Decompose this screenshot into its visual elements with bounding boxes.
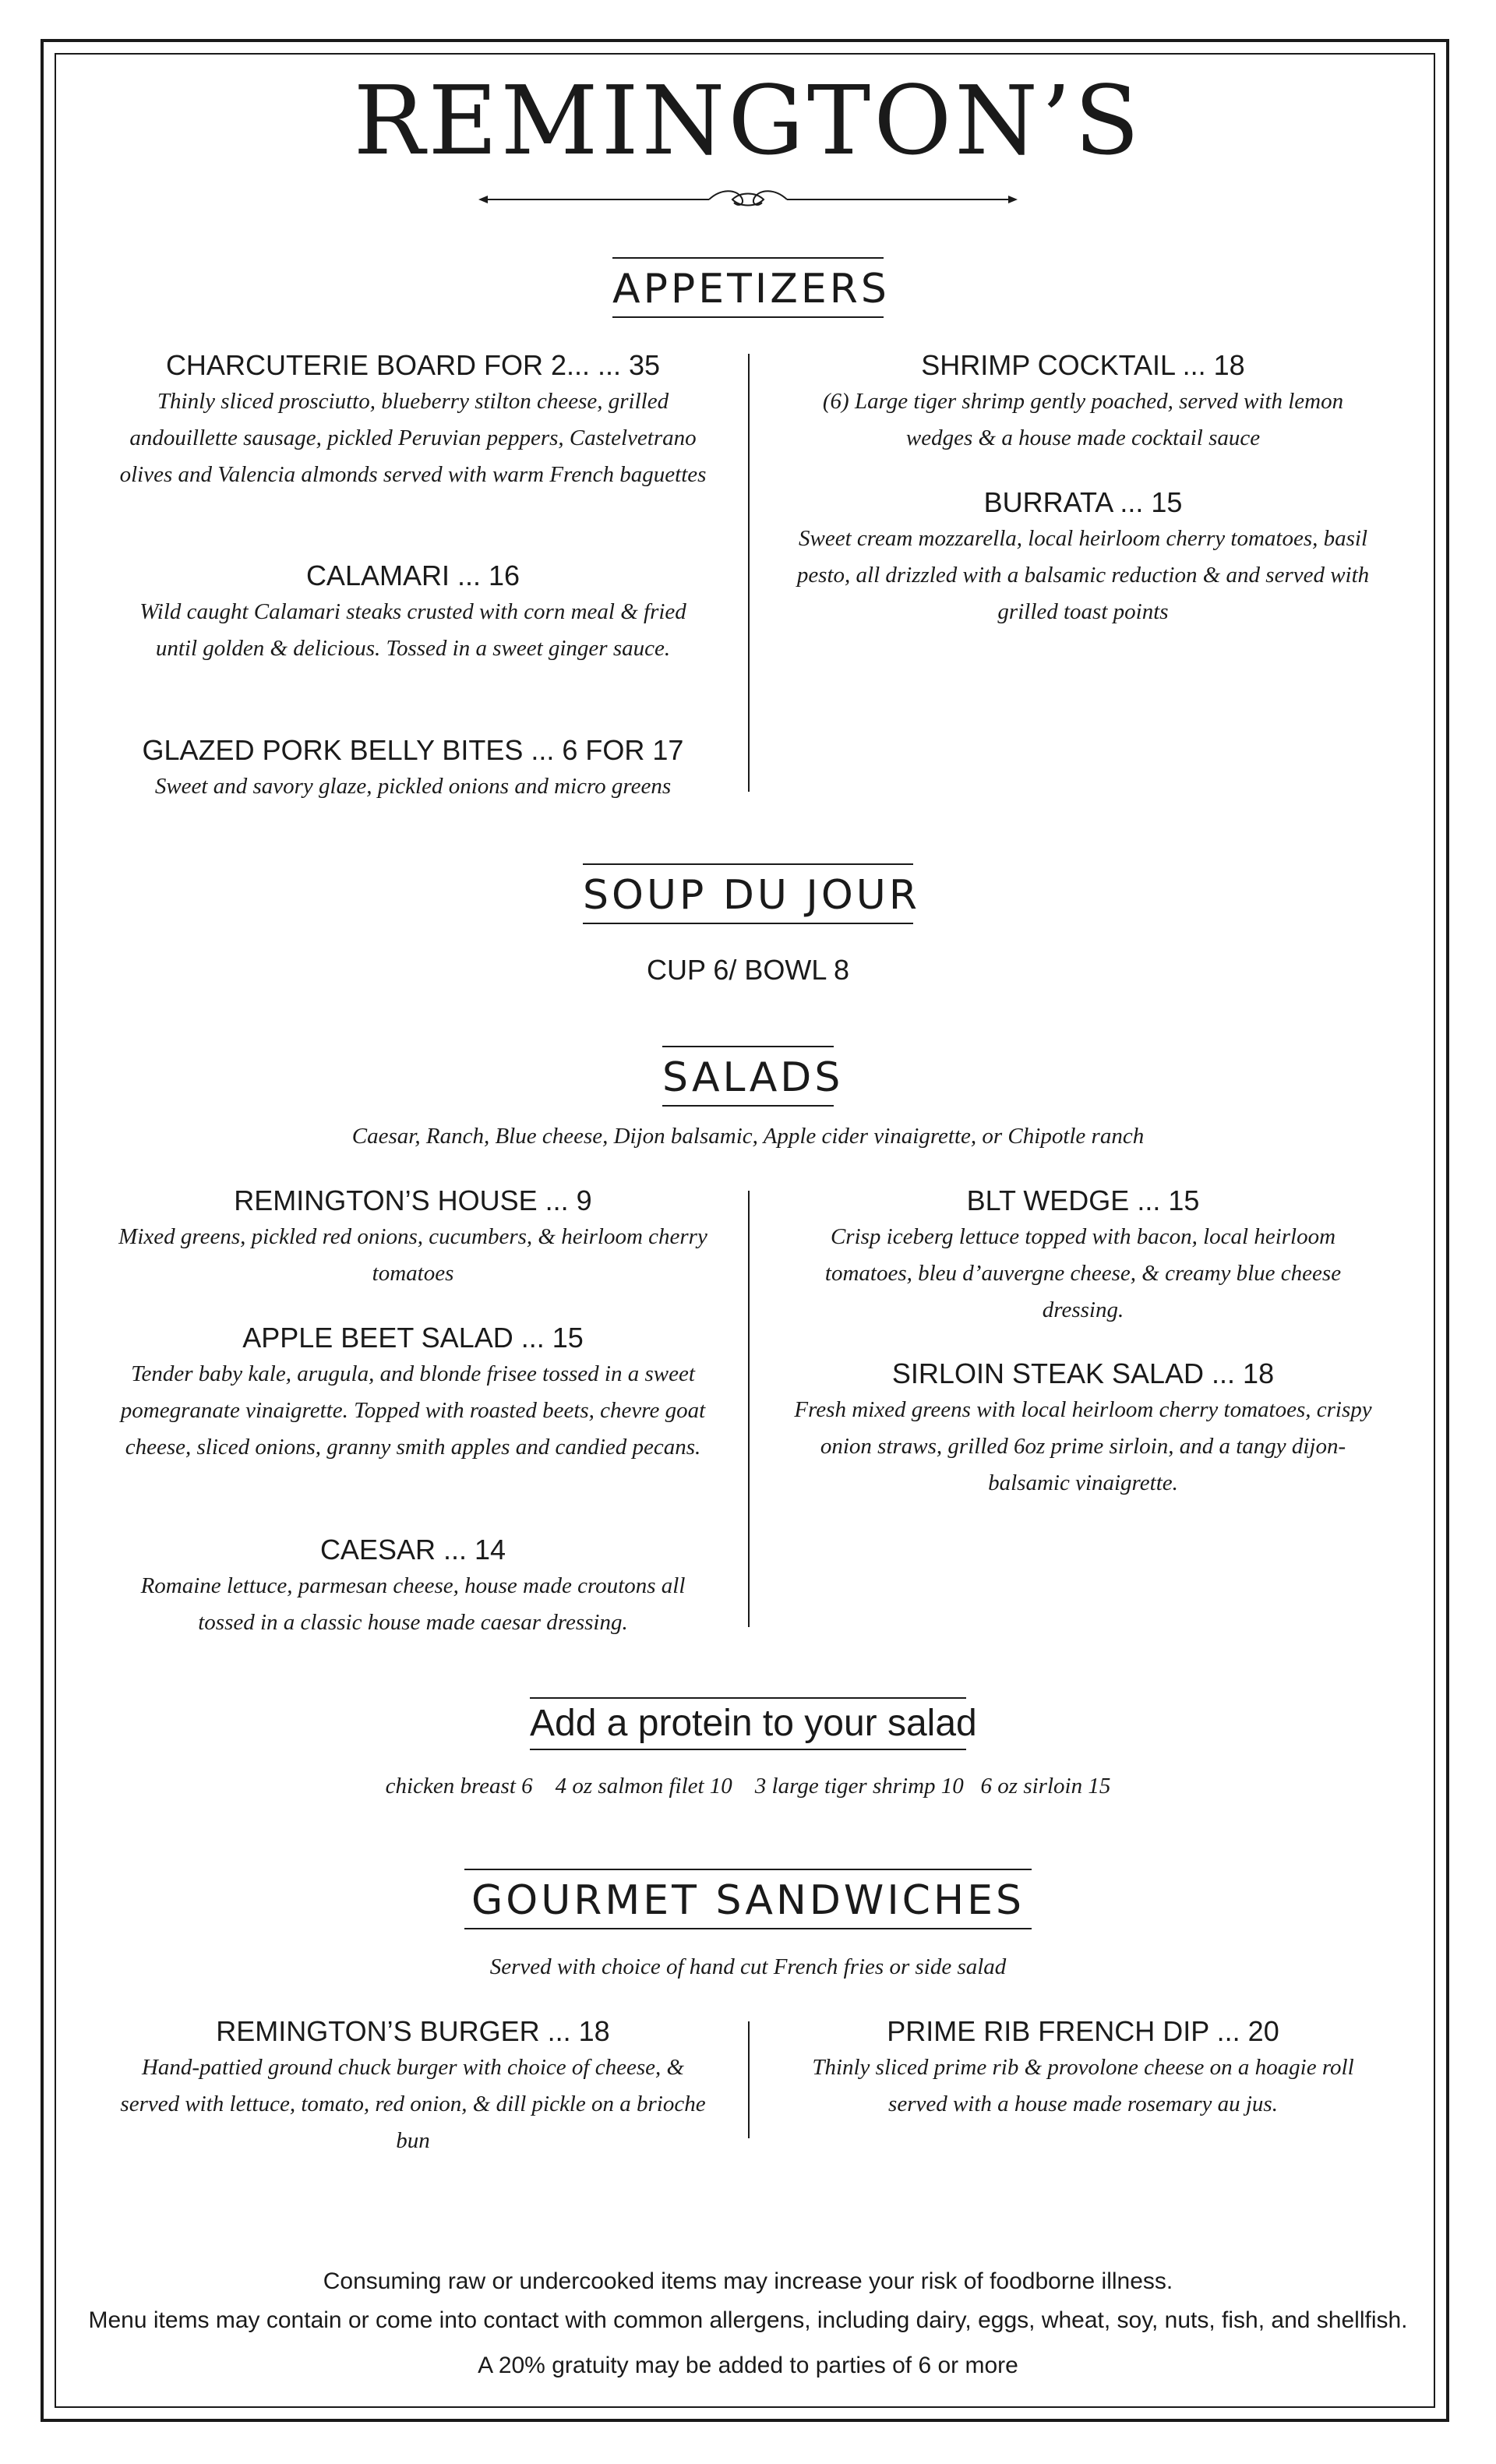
footer-food-safety: Consuming raw or undercooked items may increase your risk of foodborne illness. (323, 2268, 1173, 2294)
appetizer-item (117, 558, 709, 667)
item-description: Wild caught Calamari steaks crusted with corn meal & fried until golden & delicious. Tossed in a sweet ginger sauce. (139, 599, 686, 661)
item-name: REMINGTON’S HOUSE ... 9 (234, 1184, 592, 1216)
item-name: SIRLOIN STEAK SALAD ... 18 (891, 1357, 1275, 1389)
item-description: Fresh mixed greens with local heirloom cherry tomatoes, crispy onion straws, grilled 6oz prime sirloin, and a tangy dijon-balsamic vinaigrette. (794, 1397, 1372, 1495)
salad-dressings: Caesar, Ranch, Blue cheese, Dijon balsamic, Apple cider vinaigrette, or Chipotle ranch (351, 1124, 1145, 1149)
item-name: PRIME RIB FRENCH DIP ... 20 (887, 2015, 1279, 2047)
appetizers-title: APPETIZERS (612, 257, 884, 318)
salad-item (117, 1183, 709, 1292)
appetizer-item (787, 485, 1379, 630)
salad-item (787, 1183, 1379, 1329)
footer-gratuity: A 20% gratuity may be added to parties of 6 or more (478, 2353, 1018, 2378)
column-divider (748, 354, 750, 792)
appetizer-item (117, 732, 709, 805)
flourish-divider-icon (475, 184, 1021, 215)
appetizer-item (117, 348, 709, 493)
sandwiches-note: Served with choice of hand cut French fries or side salad (489, 1954, 1007, 1979)
salad-item (117, 1532, 709, 1641)
soup-price: CUP 6/ BOWL 8 (646, 954, 850, 986)
item-description: Sweet cream mozzarella, local heirloom cherry tomatoes, basil pesto, all drizzled with a balsamic reduction & and served with grilled toast points (796, 526, 1370, 624)
item-description: Mixed greens, pickled red onions, cucumbers, & heirloom cherry tomatoes (118, 1224, 707, 1286)
item-description: Hand-pattied ground chuck burger with choice of cheese, & served with lettuce, tomato, red onion, & dill pickle on a brioche bun (120, 2055, 706, 2153)
item-name: SHRIMP COCKTAIL ... 18 (921, 349, 1245, 381)
item-name: REMINGTON’S BURGER ... 18 (216, 2015, 610, 2047)
salads-title: SALADS (662, 1046, 834, 1107)
item-name: APPLE BEET SALAD ... 15 (242, 1322, 584, 1354)
item-name: CALAMARI ... 16 (305, 560, 520, 591)
item-name: CAESAR ... 14 (319, 1534, 506, 1566)
item-name: GLAZED PORK BELLY BITES ... 6 FOR 17 (142, 734, 684, 766)
sandwiches-title: GOURMET SANDWICHES (464, 1869, 1032, 1929)
column-divider (748, 1191, 750, 1627)
column-divider (748, 2021, 750, 2138)
salad-item (787, 1356, 1379, 1502)
item-description: Thinly sliced prosciutto, blueberry stilton cheese, grilled andouillette sausage, pickled Peruvian peppers, Castelvetrano olives and Valencia almonds served with warm French baguettes (119, 389, 707, 487)
item-description: Tender baby kale, arugula, and blonde frisee tossed in a sweet pomegranate vinaigrette. Topped with roasted beets, chevre goat cheese, sliced onions, granny smith apples and candied pecans. (120, 1361, 706, 1460)
appetizer-item (787, 348, 1379, 457)
protein-title: Add a protein to your salad (530, 1697, 966, 1750)
protein-options: chicken breast 6 4 oz salmon filet 10 3 large tiger shrimp 10 6 oz sirloin 15 (385, 1774, 1111, 1799)
item-description: Sweet and savory glaze, pickled onions and micro greens (154, 774, 672, 799)
restaurant-name: REMINGTON’S (353, 65, 1143, 176)
item-name: BLT WEDGE ... 15 (966, 1184, 1200, 1216)
item-description: Crisp iceberg lettuce topped with bacon, local heirloom tomatoes, bleu d’auvergne cheese, & creamy blue cheese dressing. (824, 1224, 1342, 1322)
item-name: CHARCUTERIE BOARD FOR 2... ... 35 (165, 349, 661, 381)
item-name: BURRATA ... 15 (983, 486, 1183, 518)
sandwich-item (117, 2014, 709, 2159)
soup-title: SOUP DU JOUR (583, 863, 913, 924)
item-description: Romaine lettuce, parmesan cheese, house made croutons all tossed in a classic house made caesar dressing. (140, 1573, 686, 1635)
sandwich-item (787, 2014, 1379, 2123)
footer-allergens: Menu items may contain or come into contact with common allergens, including dairy, eggs, wheat, soy, nuts, fish, and shellfish. (88, 2307, 1408, 2333)
salad-item (117, 1320, 709, 1466)
item-description: (6) Large tiger shrimp gently poached, served with lemon wedges & a house made cocktail sauce (822, 389, 1344, 450)
item-description: Thinly sliced prime rib & provolone cheese on a hoagie roll served with a house made rosemary au jus. (812, 2055, 1354, 2116)
